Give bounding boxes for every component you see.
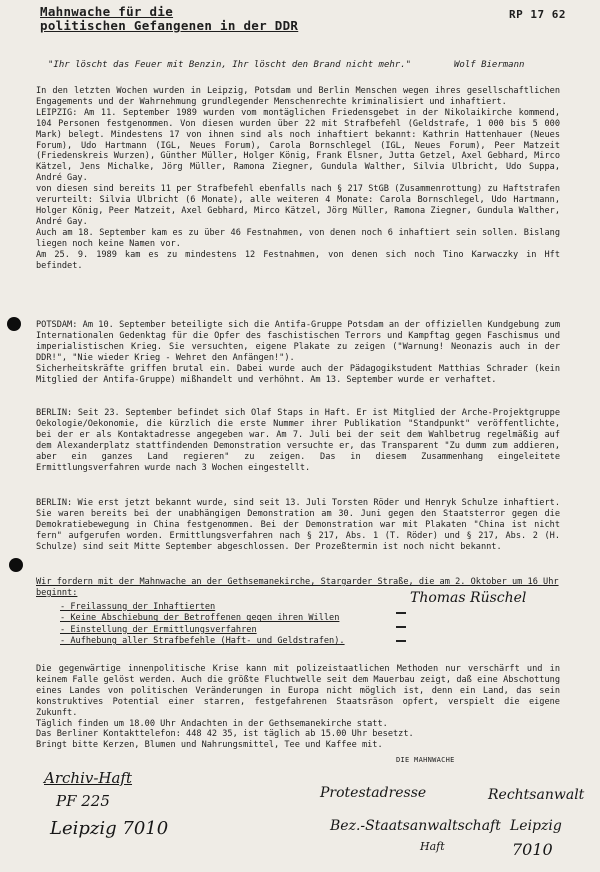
- leipzig-paragraph-1: LEIPZIG: Am 11. September 1989 wurden vom montäglichen Friedensgebet in der Nikolaikirche kommend, 104 Personen festgenommen. Von diesen wurden über 22 mit Strafbefehl (Geldstrafe, 1 000 bis 5 000 Mark) belegt. Mindestens 17 von ihnen sind als noch inhaftiert bekannt: Kathrin Hattenhauer (Neues Forum), Udo Hartmann (IGL, Neues Forum), Carola Bornschlegel (IGL, Neues Forum), Peer Matzeit (Friedenskreis Wurzen), Günther Müller, Holger König, Frank Elsner, Jutta Getzel, Axel Gebhard, Mirco Kätzel, Jens Michalke, Jörg Müller, Ramona Ziegner, Gundula Walther, Silvia Ulbricht, Udo Suppa, André Gay.: [36, 107, 560, 184]
- potsdam-section: [36, 320, 560, 385]
- berlin-section-1: [36, 408, 560, 473]
- demand-item: - Aufhebung aller Strafbefehle (Haft- und Geldstrafen).: [60, 636, 380, 647]
- demand-item: - Freilassung der Inhaftierten: [60, 602, 380, 613]
- demands-intro: Wir fordern mit der Mahnwache an der Gethsemanekirche, Stargarder Straße, die am 2. Oktober um 16 Uhr beginnt:: [36, 577, 559, 598]
- handwritten-haft-note: Haft: [420, 840, 445, 853]
- handwritten-dash: [396, 626, 406, 628]
- closing-paragraph-4: Bringt bitte Kerzen, Blumen und Nahrungsmittel, Tee und Kaffee mit.: [36, 740, 383, 751]
- handwritten-postcode-right: 7010: [512, 840, 553, 859]
- title-line-2: politischen Gefangenen in der DDR: [40, 18, 299, 33]
- title-line-1: Mahnwache für die: [40, 4, 174, 19]
- epigraph-quote: "Ihr löscht das Feuer mit Benzin, Ihr löscht den Brand nicht mehr.": [48, 60, 412, 70]
- document-number: RP 17 62: [509, 8, 566, 21]
- intro-paragraph: In den letzten Wochen wurden in Leipzig, Potsdam und Berlin Menschen wegen ihres gesellschaftlichen Engagements und der Wahrnehmung grundlegender Menschenrechte kriminalisiert und inhaftiert.: [36, 86, 560, 107]
- punch-hole-bottom: [9, 558, 23, 572]
- potsdam-paragraph-1: POTSDAM: Am 10. September beteiligte sich die Antifa-Gruppe Potsdam an der offiziellen Kundgebung zum Internationalen Gedenktag für die Opfer des faschistischen Terrors und Kampftag gegen Faschismus und imperialistischen Krieg. Sie versuchten, eigene Plakate zu zeigen ("Warnung! Neonazis auch in der DDR!", "Nie wieder Krieg - Wehret den Anfängen!").: [36, 320, 560, 363]
- berlin-paragraph-1: BERLIN: Seit 23. September befindet sich Olaf Staps in Haft. Er ist Mitglied der Arche-Projektgruppe Oekologie/Oekonomie, die kürzlich die erste Nummer ihrer Publikation "Standpunkt" veröffentlichte, bei der er als Kontaktadresse angegeben war. Am 7. Juli bei der seit dem Wahlbetrug regelmäßig auf dem Alexanderplatz stattfindenden Demonstration versuchte er, das Transparent "Zu dumm zum addieren, aber ein ganzes Land regieren" zu zeigen. Das in diesem Zusammenhang eingeleitete Ermittlungsverfahren wurde nach 3 Wochen eingestellt.: [36, 408, 560, 473]
- leipzig-section: [36, 86, 560, 271]
- leipzig-paragraph-3: Auch am 18. September kam es zu über 46 Festnahmen, von denen noch 6 inhaftiert sein sollen. Bislang liegen noch keine Namen vor.: [36, 227, 560, 249]
- document-title: [40, 5, 460, 33]
- closing-paragraph-2: Täglich finden um 18.00 Uhr Andachten in der Gethsemanekirche statt.: [36, 718, 388, 729]
- handwritten-lawyer-note: Rechtsanwalt: [488, 787, 585, 803]
- handwritten-archive-note: Archiv-Haft: [44, 769, 133, 787]
- leipzig-paragraph-2: von diesen sind bereits 11 per Strafbefehl ebenfalls nach § 217 StGB (Zusammenrottung) zu Haftstrafen verurteilt: Silvia Ulbricht (6 Monate), alle weiteren 4 Monate: Carola Bornschlegel, Udo Hartmann, Holger König, Peer Matzeit, Axel Gebhard, Mirco Kätzel, Jörg Müller, Ramona Ziegner, Gundula Walther, André Gay.: [36, 184, 560, 227]
- potsdam-paragraph-2: Sicherheitskräfte griffen brutal ein. Dabei wurde auch der Pädagogikstudent Matthias Schrader (kein Mitglied der Antifa-Gruppe) mißhandelt und verhöhnt. Am 13. September wurde er verhaftet.: [36, 363, 560, 385]
- closing-section: [36, 664, 560, 751]
- berlin-section-2: [36, 498, 560, 553]
- handwritten-dash: [396, 612, 406, 614]
- punch-hole-top: [7, 317, 21, 331]
- berlin-paragraph-2: BERLIN: Wie erst jetzt bekannt wurde, sind seit 13. Juli Torsten Röder und Henryk Schulze inhaftiert. Sie waren bereits bei der unabhängigen Demonstration am 30. Juni gegen den Staatsterror gegen die Demokratiebewegung in China festgenommen. Bei der Demonstration war mit Plakaten "China ist nicht fern" aufgerufen worden. Ermittlungsverfahren nach § 217, Abs. 1 (T. Röder) und § 217, Abs. 2 (H. Schulze) sind seit Mitte September abgeschlossen. Der Prozeßtermin ist noch nicht bekannt.: [36, 498, 560, 552]
- epigraph-author: Wolf Biermann: [454, 60, 525, 70]
- handwritten-protest-address: Protestadresse: [320, 785, 427, 801]
- handwritten-signature: Thomas Rüschel: [410, 590, 527, 606]
- demands-list: [60, 602, 380, 648]
- handwritten-city-left: Leipzig 7010: [50, 818, 169, 839]
- organization-signature: DIE MAHNWACHE: [396, 756, 455, 764]
- handwritten-dash: [396, 640, 406, 642]
- demand-item: - Keine Abschiebung der Betroffenen gegen ihren Willen: [60, 613, 380, 624]
- demand-item: - Einstellung der Ermittlungsverfahren: [60, 625, 380, 636]
- closing-paragraph-1: Die gegenwärtige innenpolitische Krise kann mit polizeistaatlichen Methoden nur verschärft und in keinem Falle gelöst werden. Auch die größte Fluchtwelle seit dem Mauerbau zeigt, daß eine Abschottung eines Landes von politischen Veränderungen in Europa nicht möglich ist, denn ein Land, das sein konstruktives Potential einer starren, festgefahrenen Staatsräson opfert, verspielt die eigene Zukunft.: [36, 664, 560, 718]
- handwritten-city-right: Leipzig: [510, 818, 562, 834]
- handwritten-prosecutor-note: Bez.-Staatsanwaltschaft: [330, 818, 501, 834]
- closing-paragraph-3: Das Berliner Kontakttelefon: 448 42 35, ist täglich ab 15.00 Uhr besetzt.: [36, 729, 414, 740]
- leipzig-paragraph-4: Am 25. 9. 1989 kam es zu mindestens 12 Festnahmen, von denen sich noch Tino Karwaczky in Hft befindet.: [36, 249, 560, 271]
- handwritten-po-box: PF 225: [56, 792, 110, 810]
